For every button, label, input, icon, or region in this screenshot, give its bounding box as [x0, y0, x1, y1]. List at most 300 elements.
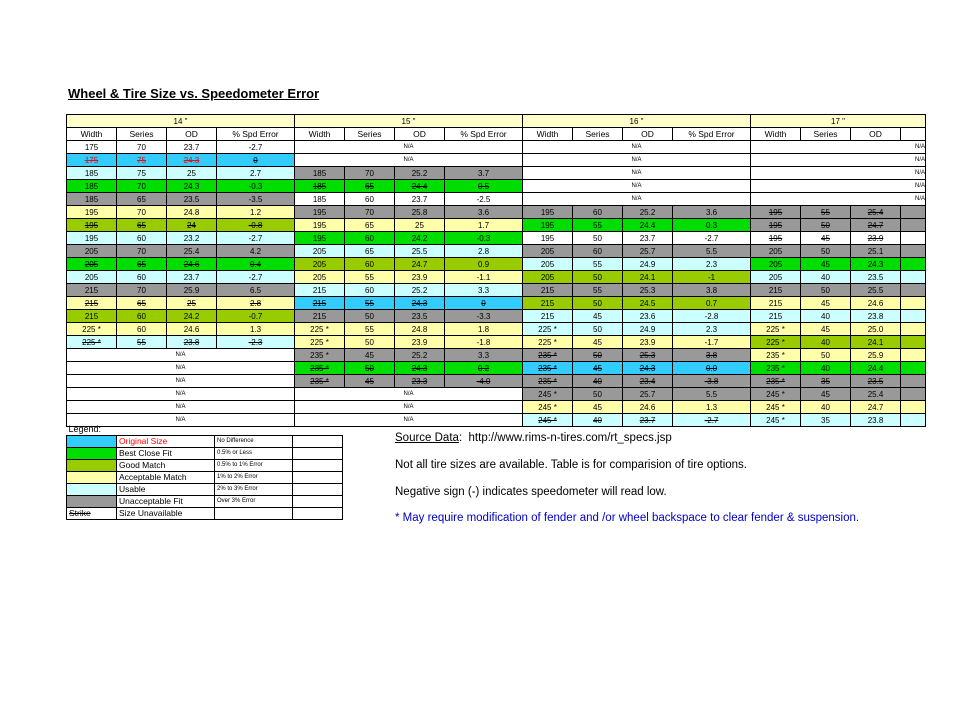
series-cell: 60 — [345, 193, 395, 206]
legend-item — [67, 508, 343, 520]
od-cell: 23.3 — [395, 375, 445, 388]
series-cell: 70 — [345, 206, 395, 219]
od-cell: 24.3 — [623, 362, 673, 375]
series-cell: 60 — [117, 232, 167, 245]
table-row — [67, 375, 926, 388]
od-cell: 24.3 — [167, 154, 217, 167]
width-cell: 245 * — [751, 388, 801, 401]
series-cell: 60 — [117, 271, 167, 284]
column-header: OD — [167, 128, 217, 141]
error-cell: 1.8 — [445, 323, 523, 336]
table-row — [67, 180, 926, 193]
width-cell: 235 * — [295, 349, 345, 362]
width-cell: 205 — [67, 245, 117, 258]
legend-swatch — [67, 460, 117, 472]
width-cell: 215 — [295, 297, 345, 310]
legend-range: Over 3% Error — [215, 496, 293, 508]
series-cell: 45 — [573, 362, 623, 375]
od-cell: 25.7 — [623, 245, 673, 258]
table-row — [67, 154, 926, 167]
series-cell: 65 — [345, 180, 395, 193]
error-cell: -1 — [673, 271, 751, 284]
column-header: Width — [67, 128, 117, 141]
na-cell: N/A — [751, 167, 926, 180]
cell — [901, 297, 926, 310]
series-cell: 70 — [117, 284, 167, 297]
legend-heading-row — [67, 424, 343, 436]
error-cell: 0.4 — [217, 258, 295, 271]
error-cell: -2.7 — [217, 141, 295, 154]
table-row — [67, 206, 926, 219]
table-row — [67, 362, 926, 375]
od-cell: 23.8 — [851, 414, 901, 427]
od-cell: 25.4 — [851, 206, 901, 219]
legend-label: Acceptable Match — [117, 472, 215, 484]
legend-blank — [293, 484, 343, 496]
wheel-size-header: 16 " — [523, 115, 751, 128]
width-cell: 235 * — [295, 375, 345, 388]
error-cell: -0.3 — [217, 180, 295, 193]
table-row — [67, 193, 926, 206]
series-cell: 75 — [117, 167, 167, 180]
od-cell: 24.6 — [851, 297, 901, 310]
od-cell: 23.6 — [623, 310, 673, 323]
legend-range: 2% to 3% Error — [215, 484, 293, 496]
od-cell: 25.8 — [395, 206, 445, 219]
error-cell: 2.7 — [217, 167, 295, 180]
error-cell: -1.1 — [445, 271, 523, 284]
series-cell: 50 — [801, 349, 851, 362]
width-cell: 225 * — [67, 323, 117, 336]
legend-label: Original Size — [117, 436, 215, 448]
legend-label: Size Unavailable — [117, 508, 215, 520]
od-cell: 24.6 — [167, 258, 217, 271]
series-cell: 40 — [801, 401, 851, 414]
od-cell: 24.5 — [623, 297, 673, 310]
cell — [901, 271, 926, 284]
legend-item — [67, 496, 343, 508]
legend-item — [67, 448, 343, 460]
error-cell: 5.5 — [673, 388, 751, 401]
od-cell: 23.5 — [851, 271, 901, 284]
width-cell: 195 — [751, 206, 801, 219]
error-cell: 4.2 — [217, 245, 295, 258]
legend-item — [67, 460, 343, 472]
width-cell: 205 — [751, 271, 801, 284]
source-data-url[interactable]: http://www.rims-n-tires.com/rt_specs.jsp — [468, 432, 672, 444]
width-cell: 185 — [295, 167, 345, 180]
od-cell: 25.9 — [167, 284, 217, 297]
series-cell: 50 — [801, 219, 851, 232]
od-cell: 24.6 — [167, 323, 217, 336]
series-cell: 70 — [117, 180, 167, 193]
cell — [901, 336, 926, 349]
series-cell: 70 — [117, 245, 167, 258]
legend-swatch — [67, 472, 117, 484]
error-cell: -0.8 — [217, 219, 295, 232]
width-cell: 215 — [523, 284, 573, 297]
od-cell: 25.0 — [851, 323, 901, 336]
legend-swatch — [67, 484, 117, 496]
od-cell: 25.9 — [851, 349, 901, 362]
page-title: Wheel & Tire Size vs. Speedometer Error — [68, 86, 320, 101]
na-cell: N/A — [523, 141, 751, 154]
series-cell: 45 — [801, 232, 851, 245]
series-cell: 50 — [345, 336, 395, 349]
legend-blank — [293, 508, 343, 520]
series-cell: 55 — [345, 297, 395, 310]
od-cell: 24.1 — [623, 271, 673, 284]
width-cell: 195 — [751, 232, 801, 245]
width-cell: 215 — [67, 310, 117, 323]
series-cell: 50 — [573, 232, 623, 245]
od-cell: 23.5 — [167, 193, 217, 206]
od-cell: 23.9 — [395, 271, 445, 284]
legend-item — [67, 436, 343, 448]
legend-blank — [293, 496, 343, 508]
legend-blank — [293, 436, 343, 448]
cell — [901, 362, 926, 375]
series-cell: 55 — [573, 284, 623, 297]
width-cell: 205 — [751, 258, 801, 271]
series-cell: 55 — [801, 206, 851, 219]
width-cell: 205 — [523, 245, 573, 258]
width-cell: 185 — [67, 193, 117, 206]
series-cell: 40 — [801, 336, 851, 349]
od-cell: 23.8 — [167, 336, 217, 349]
error-cell: -2.8 — [673, 310, 751, 323]
width-cell: 215 — [751, 284, 801, 297]
series-cell: 60 — [117, 310, 167, 323]
cell — [901, 206, 926, 219]
width-cell: 235 * — [751, 362, 801, 375]
series-cell: 65 — [117, 297, 167, 310]
series-cell: 55 — [345, 271, 395, 284]
legend-swatch — [67, 448, 117, 460]
width-cell: 195 — [67, 206, 117, 219]
od-cell: 25.3 — [623, 284, 673, 297]
legend-blank — [293, 472, 343, 484]
width-cell: 175 — [67, 154, 117, 167]
error-cell: -3.3 — [445, 310, 523, 323]
na-cell: N/A — [295, 401, 523, 414]
od-cell: 23.9 — [851, 232, 901, 245]
error-cell: -1.7 — [673, 336, 751, 349]
od-cell: 24.7 — [395, 258, 445, 271]
table-row — [67, 245, 926, 258]
error-cell: -2.7 — [673, 414, 751, 427]
negative-sign-note: Negative sign (-) indicates speedometer will read low. — [395, 486, 667, 498]
legend-swatch — [67, 496, 117, 508]
width-cell: 195 — [295, 219, 345, 232]
error-cell: 5.5 — [673, 245, 751, 258]
od-cell: 23.4 — [623, 375, 673, 388]
na-cell: N/A — [523, 167, 751, 180]
width-cell: 215 — [751, 297, 801, 310]
column-header-row — [67, 128, 926, 141]
series-cell: 55 — [573, 219, 623, 232]
table-row — [67, 219, 926, 232]
width-cell: 185 — [295, 193, 345, 206]
od-cell: 24.4 — [851, 362, 901, 375]
od-cell: 23.7 — [623, 414, 673, 427]
width-cell: 225 * — [67, 336, 117, 349]
width-cell: 245 * — [751, 414, 801, 427]
od-cell: 24.3 — [167, 180, 217, 193]
error-cell: -2.7 — [673, 232, 751, 245]
series-cell: 75 — [117, 154, 167, 167]
tire-size-table — [66, 114, 926, 427]
width-cell: 185 — [67, 180, 117, 193]
series-cell: 45 — [345, 375, 395, 388]
column-header: OD — [851, 128, 901, 141]
width-cell: 215 — [295, 310, 345, 323]
error-cell: 3.6 — [673, 206, 751, 219]
od-cell: 23.9 — [623, 336, 673, 349]
od-cell: 24.8 — [167, 206, 217, 219]
od-cell: 24.3 — [851, 258, 901, 271]
series-cell: 45 — [801, 388, 851, 401]
width-cell: 245 * — [523, 414, 573, 427]
error-cell: -3.5 — [217, 193, 295, 206]
od-cell: 25.2 — [623, 206, 673, 219]
od-cell: 24.7 — [851, 219, 901, 232]
legend-swatch: Strike — [67, 508, 117, 520]
od-cell: 24.1 — [851, 336, 901, 349]
series-cell: 50 — [573, 323, 623, 336]
column-header: % Spd Error — [673, 128, 751, 141]
series-cell: 50 — [573, 388, 623, 401]
od-cell: 24.3 — [395, 362, 445, 375]
cell — [901, 245, 926, 258]
series-cell: 65 — [345, 219, 395, 232]
width-cell: 215 — [67, 297, 117, 310]
legend-range: 0.5% or Less — [215, 448, 293, 460]
wheel-size-header: 17 " — [751, 115, 926, 128]
od-cell: 24.4 — [395, 180, 445, 193]
width-cell: 225 * — [295, 336, 345, 349]
table-row — [67, 297, 926, 310]
series-cell: 50 — [801, 284, 851, 297]
od-cell: 23.5 — [851, 375, 901, 388]
width-cell: 225 * — [751, 336, 801, 349]
series-cell: 35 — [801, 375, 851, 388]
series-cell: 55 — [117, 336, 167, 349]
series-cell: 50 — [573, 349, 623, 362]
width-cell: 205 — [295, 258, 345, 271]
source-data-note: Source Data: http://www.rims-n-tires.com/rt_specs.jsp — [395, 432, 672, 444]
table-row — [67, 323, 926, 336]
series-cell: 65 — [345, 245, 395, 258]
width-cell: 195 — [523, 232, 573, 245]
na-cell: N/A — [751, 141, 926, 154]
od-cell: 24.3 — [395, 297, 445, 310]
od-cell: 23.7 — [623, 232, 673, 245]
na-cell: N/A — [295, 141, 523, 154]
na-cell: N/A — [295, 388, 523, 401]
width-cell: 195 — [295, 232, 345, 245]
width-cell: 225 * — [751, 323, 801, 336]
width-cell: 235 * — [523, 349, 573, 362]
legend-item — [67, 472, 343, 484]
legend-label: Good Match — [117, 460, 215, 472]
width-cell: 245 * — [523, 401, 573, 414]
series-cell: 70 — [345, 167, 395, 180]
series-cell: 55 — [573, 258, 623, 271]
width-cell: 185 — [67, 167, 117, 180]
od-cell: 23.5 — [395, 310, 445, 323]
width-cell: 175 — [67, 141, 117, 154]
od-cell: 24.7 — [851, 401, 901, 414]
cell — [901, 349, 926, 362]
od-cell: 25.2 — [395, 167, 445, 180]
od-cell: 24.8 — [395, 323, 445, 336]
legend-blank — [293, 448, 343, 460]
error-cell: 0.9 — [445, 258, 523, 271]
series-cell: 40 — [801, 271, 851, 284]
od-cell: 25.5 — [851, 284, 901, 297]
series-cell: 45 — [801, 297, 851, 310]
error-cell: 1.3 — [673, 401, 751, 414]
series-cell: 40 — [801, 362, 851, 375]
wheel-size-header: 14 " — [67, 115, 295, 128]
column-header: Width — [751, 128, 801, 141]
width-cell: 235 * — [751, 349, 801, 362]
od-cell: 23.9 — [395, 336, 445, 349]
width-cell: 195 — [67, 232, 117, 245]
legend-swatch — [67, 436, 117, 448]
error-cell: 0.5 — [445, 180, 523, 193]
legend-label: Usable — [117, 484, 215, 496]
od-cell: 23.2 — [167, 232, 217, 245]
width-cell: 205 — [523, 271, 573, 284]
error-cell: 0.2 — [445, 362, 523, 375]
error-cell: -2.5 — [445, 193, 523, 206]
cell — [901, 414, 926, 427]
width-cell: 215 — [523, 310, 573, 323]
na-cell: N/A — [295, 414, 523, 427]
wheel-size-header: 15 " — [295, 115, 523, 128]
error-cell: 6.5 — [217, 284, 295, 297]
series-cell: 60 — [573, 245, 623, 258]
series-cell: 50 — [573, 297, 623, 310]
na-cell: N/A — [67, 388, 295, 401]
width-cell: 205 — [295, 245, 345, 258]
series-cell: 50 — [345, 362, 395, 375]
width-cell: 205 — [67, 258, 117, 271]
width-cell: 215 — [295, 284, 345, 297]
table-row — [67, 310, 926, 323]
column-header: Width — [523, 128, 573, 141]
group-header-row — [67, 115, 926, 128]
width-cell: 195 — [523, 206, 573, 219]
na-cell: N/A — [523, 154, 751, 167]
table-row — [67, 336, 926, 349]
od-cell: 25.5 — [395, 245, 445, 258]
na-cell: N/A — [751, 180, 926, 193]
series-cell: 60 — [345, 258, 395, 271]
error-cell: -0.3 — [445, 232, 523, 245]
error-cell: 3.8 — [673, 284, 751, 297]
error-cell: -1.8 — [445, 336, 523, 349]
error-cell: 3.7 — [445, 167, 523, 180]
od-cell: 25.7 — [623, 388, 673, 401]
legend-table — [66, 424, 343, 520]
series-cell: 45 — [801, 258, 851, 271]
width-cell: 205 — [751, 245, 801, 258]
error-cell: 2.3 — [673, 323, 751, 336]
od-cell: 24.6 — [623, 401, 673, 414]
width-cell: 185 — [295, 180, 345, 193]
series-cell: 60 — [345, 232, 395, 245]
legend-blank — [293, 460, 343, 472]
error-cell: 3.3 — [445, 284, 523, 297]
width-cell: 195 — [523, 219, 573, 232]
error-cell: -3.8 — [673, 375, 751, 388]
na-cell: N/A — [67, 414, 295, 427]
table-row — [67, 349, 926, 362]
error-cell: 2.3 — [673, 258, 751, 271]
column-header: Series — [345, 128, 395, 141]
column-header: % Spd Error — [217, 128, 295, 141]
cell — [901, 219, 926, 232]
series-cell: 65 — [117, 193, 167, 206]
error-cell: 0 — [217, 154, 295, 167]
cell — [901, 375, 926, 388]
error-cell: 1.3 — [217, 323, 295, 336]
error-cell: 3.3 — [445, 349, 523, 362]
error-cell: 2.8 — [445, 245, 523, 258]
na-cell: N/A — [67, 362, 295, 375]
od-cell: 24.2 — [167, 310, 217, 323]
error-cell: 1.7 — [445, 219, 523, 232]
width-cell: 205 — [523, 258, 573, 271]
na-cell: N/A — [67, 375, 295, 388]
na-cell: N/A — [751, 154, 926, 167]
width-cell: 235 * — [295, 362, 345, 375]
series-cell: 45 — [573, 310, 623, 323]
na-cell: N/A — [751, 193, 926, 206]
table-row — [67, 388, 926, 401]
error-cell: 0.7 — [673, 297, 751, 310]
table-row — [67, 271, 926, 284]
na-cell: N/A — [67, 401, 295, 414]
width-cell: 195 — [67, 219, 117, 232]
na-cell: N/A — [523, 193, 751, 206]
column-header: Series — [117, 128, 167, 141]
cell — [901, 310, 926, 323]
error-cell: 0 — [445, 297, 523, 310]
error-cell: 0.0 — [673, 362, 751, 375]
width-cell: 245 * — [751, 401, 801, 414]
legend-range: No Difference — [215, 436, 293, 448]
series-cell: 45 — [801, 323, 851, 336]
width-cell: 225 * — [523, 336, 573, 349]
series-cell: 45 — [345, 349, 395, 362]
table-row — [67, 167, 926, 180]
od-cell: 25.4 — [851, 388, 901, 401]
series-cell: 55 — [345, 323, 395, 336]
od-cell: 25.1 — [851, 245, 901, 258]
na-cell: N/A — [67, 349, 295, 362]
series-cell: 70 — [117, 141, 167, 154]
column-header: Width — [295, 128, 345, 141]
error-cell: 3.6 — [445, 206, 523, 219]
od-cell: 25 — [167, 167, 217, 180]
error-cell: 1.2 — [217, 206, 295, 219]
od-cell: 24.9 — [623, 323, 673, 336]
series-cell: 65 — [117, 258, 167, 271]
